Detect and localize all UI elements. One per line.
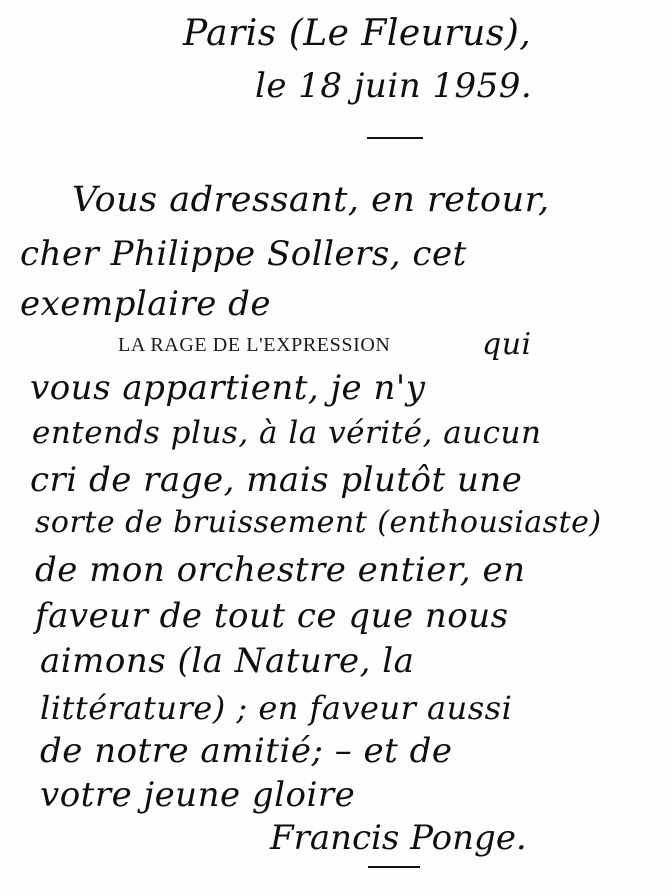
date-line: le 18 juin 1959. — [255, 66, 533, 106]
signature-underline — [368, 866, 420, 868]
body-line-10: faveur de tout ce que nous — [35, 596, 509, 636]
body-line-2: cher Philippe Sollers, cet — [20, 234, 467, 274]
body-line-4: qui — [482, 327, 532, 362]
body-line-1: Vous adressant, en retour, — [72, 180, 550, 220]
separator-rule — [367, 137, 423, 139]
body-line-9: de mon orchestre entier, en — [35, 550, 526, 590]
body-line-3: exemplaire de — [20, 284, 272, 324]
body-line-13: de notre amitié; – et de — [40, 731, 453, 771]
body-line-11: aimons (la Nature, la — [40, 641, 415, 681]
body-line-14: votre jeune gloire — [40, 775, 356, 815]
body-line-12: littérature) ; en faveur aussi — [40, 689, 513, 727]
body-line-5: vous appartient, je n'y — [30, 368, 426, 408]
place-line: Paris (Le Fleurus), — [183, 13, 532, 54]
body-line-6: entends plus, à la vérité, aucun — [32, 415, 542, 451]
body-line-8: sorte de bruissement (enthousiaste) — [35, 505, 602, 540]
body-line-7: cri de rage, mais plutôt une — [30, 460, 523, 500]
signature: Francis Ponge. — [270, 818, 527, 858]
book-title: LA RAGE DE L'EXPRESSION — [118, 334, 391, 356]
